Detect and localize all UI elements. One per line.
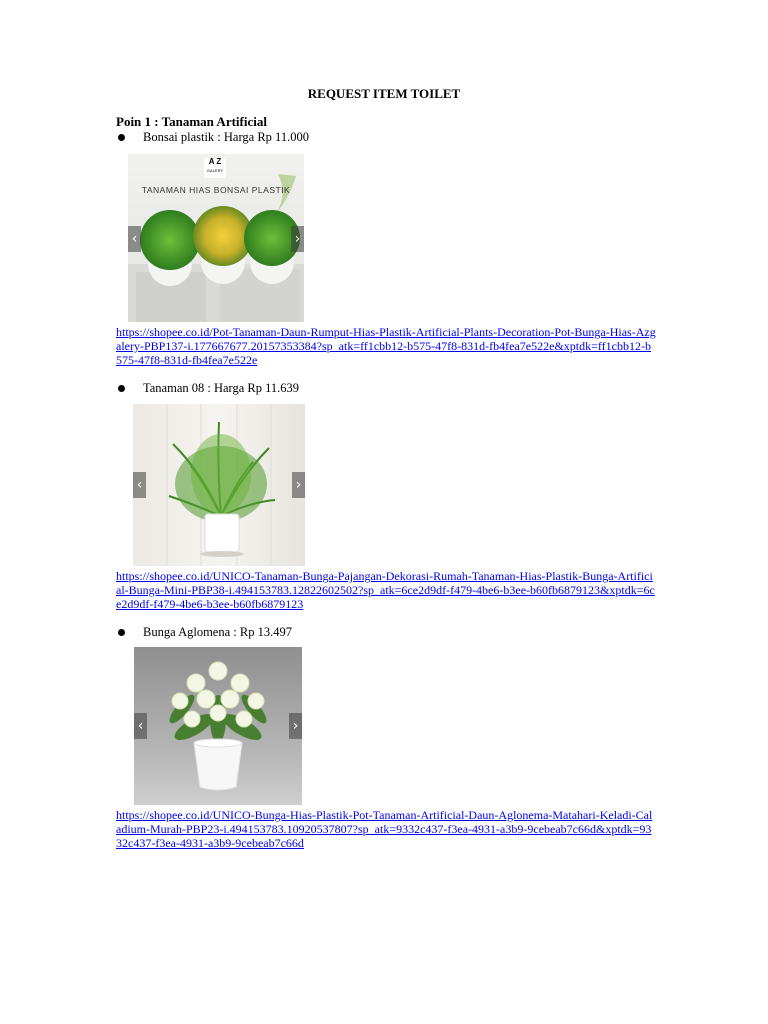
section-heading: Poin 1 : Tanaman Artificial <box>116 114 267 129</box>
item-label: Bunga Aglomena : Rp 13.497 <box>143 625 292 639</box>
product-link-bunga-aglomena[interactable]: https://shopee.co.id/UNICO-Bunga-Hias-Plastik-Pot-Tanaman-Artificial-Daun-Aglonema-Matahari-Keladi-Caladium-Murah-PBP23-i.494153783.10920537807?sp_atk=9332c437-f3ea-4931-a3b9-9cebeab7c66d&xptdk=9332c437-f3ea-4931-a3b9-9cebeab7c66d <box>116 808 653 850</box>
list-item-bonsai <box>116 129 309 145</box>
product-image-tanaman-08[interactable] <box>133 404 305 566</box>
bonsai-photo <box>128 154 304 322</box>
fern-photo <box>133 404 305 566</box>
document-title: REQUEST ITEM TOILET <box>307 86 461 101</box>
brand-logo: A Z <box>208 157 222 166</box>
item-label: Tanaman 08 : Harga Rp 11.639 <box>143 381 300 395</box>
item-label: Bonsai plastik : Harga Rp 11.000 <box>143 130 309 144</box>
bullet-dot <box>118 385 125 392</box>
chevron-left-icon[interactable]: ‹ <box>134 713 147 739</box>
chevron-right-icon[interactable]: › <box>291 226 304 252</box>
image-banner-text: TANAMAN HIAS BONSAI PLASTIK <box>141 185 291 195</box>
bullet-dot <box>118 134 125 141</box>
product-link-tanaman-08[interactable]: https://shopee.co.id/UNICO-Tanaman-Bunga-Pajangan-Dekorasi-Rumah-Tanaman-Hias-Plastik-Bunga-Artificial-Bunga-Mini-PBP38-i.494153783.12822602502?sp_atk=6ce2d9df-f479-4be6-b3ee-b60fb6879123&xptdk=6ce2d9df-f479-4be6-b3ee-b60fb6879123 <box>116 569 655 611</box>
product-link-bonsai[interactable]: https://shopee.co.id/Pot-Tanaman-Daun-Rumput-Hias-Plastik-Artificial-Plants-Decoration-Pot-Bunga-Hias-Azgalery-PBP137-i.177667677.20157353384?sp_atk=ff1cbb12-b575-47f8-831d-fb4fea7e522e&xptdk=ff1cbb12-b575-47f8-831d-fb4fea7e522e <box>116 325 656 367</box>
brand-logo-subtext: GALERY <box>206 168 224 173</box>
flower-photo <box>134 647 302 805</box>
product-image-bunga-aglomena[interactable] <box>134 647 302 805</box>
product-image-bonsai[interactable] <box>128 154 304 322</box>
chevron-left-icon[interactable]: ‹ <box>128 226 141 252</box>
chevron-left-icon[interactable]: ‹ <box>133 472 146 498</box>
chevron-right-icon[interactable]: › <box>289 713 302 739</box>
list-item-tanaman-08 <box>116 380 299 396</box>
bullet-dot <box>118 629 125 636</box>
list-item-bunga-aglomena <box>116 624 292 640</box>
chevron-right-icon[interactable]: › <box>292 472 305 498</box>
